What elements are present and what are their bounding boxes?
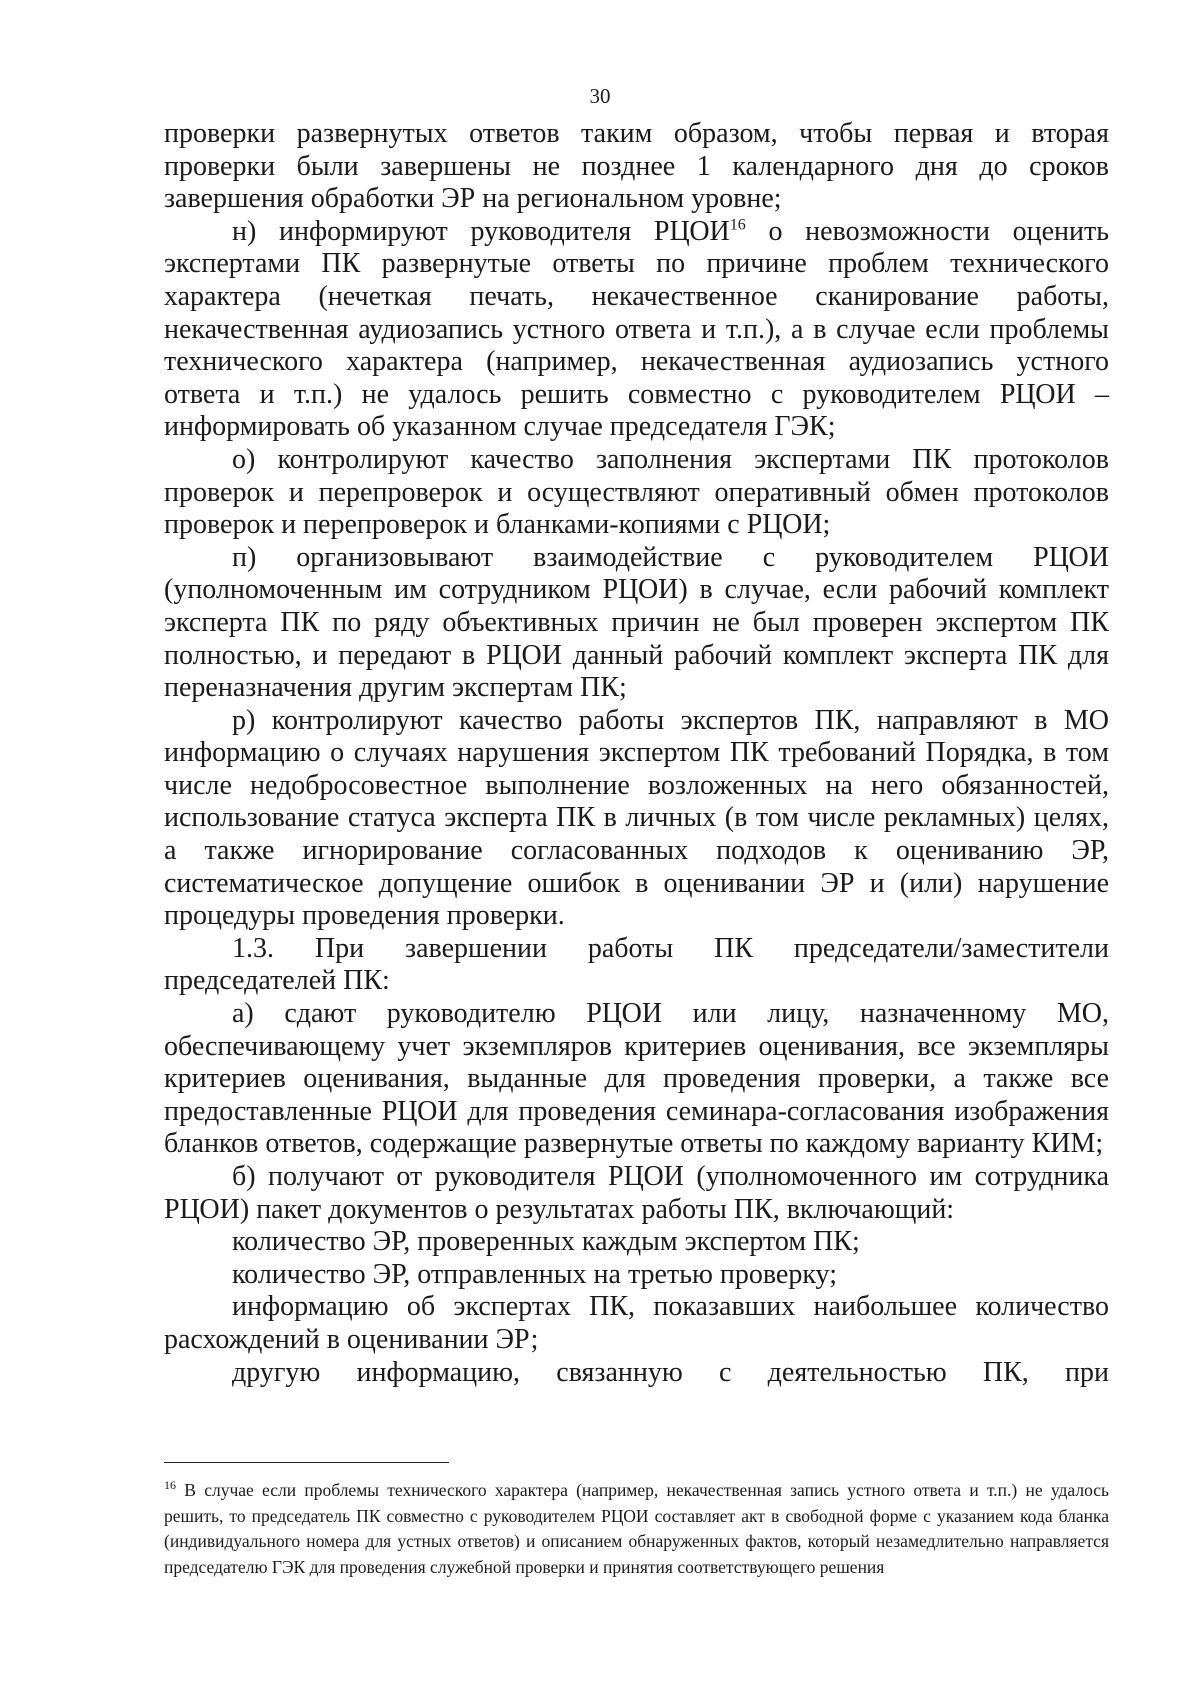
page-number: 30 (589, 84, 611, 108)
footnote (164, 1478, 1109, 1580)
item-n-label: н) (232, 215, 257, 247)
paragraph-item-n (164, 216, 1109, 444)
paragraph-item-b: б) получают от руководителя РЦОИ (уполномоченного им сотрудника РЦОИ) пакет документов о результатах работы ПК, включающий: (164, 1161, 1109, 1225)
paragraph-item-r: р) контролируют качество работы экспертов ПК, направляют в МО информацию о случаях нарушения экспертом ПК требований Порядка, в том числе недобросовестное выполнение возложенных на него обязанностей, использование статуса эксперта ПК в личных (в том числе рекламных) целях, а также игнорирование согласованных подходов к оцениванию ЭР, систематическое допущение ошибок в оценивании ЭР и (или) нарушение процедуры проведения проверки. (164, 704, 1109, 932)
item-n-text-start: информируют руководителя РЦОИ (278, 215, 730, 247)
footnote-number: 16 (164, 1478, 176, 1493)
paragraph-item-a: а) сдают руководителю РЦОИ или лицу, назначенному МО, обеспечивающему учет экземпляров критериев оценивания, все экземпляры критериев оценивания, выданные для проведения проверки, а также все предоставленные РЦОИ для проведения семинара-согласования изображения бланков ответов, содержащие развернутые ответы по каждому варианту КИМ; (164, 998, 1109, 1160)
paragraph-section-1-3: 1.3. При завершении работы ПК председатели/заместители председателей ПК: (164, 932, 1109, 997)
list-line-1: количество ЭР, проверенных каждым экспертом ПК; (232, 1226, 860, 1258)
paragraph-item-o: о) контролируют качество заполнения экспертами ПК протоколов проверок и перепроверок и осуществляют оперативный обмен протоколов проверок и перепроверок и бланками-копиями с РЦОИ; (164, 443, 1109, 541)
list-line-4: другую информацию, связанную с деятельностью ПК, при (232, 1356, 1109, 1388)
list-line-2: количество ЭР, отправленных на третью проверку; (232, 1258, 837, 1290)
document-body (164, 118, 1109, 1389)
paragraph-item-p: п) организовывают взаимодействие с руководителем РЦОИ (уполномоченным им сотрудником РЦОИ) в случае, если рабочий комплект эксперта ПК по ряду объективных причин не был проверен экспертом ПК полностью, и передают в РЦОИ данный рабочий комплект эксперта ПК для переназначения другим экспертам ПК; (164, 541, 1109, 704)
item-n-text-rest: о невозможности оценить экспертами ПК развернутые ответы по причине проблем технического характера (нечеткая печать, некачественное сканирование работы, некачественная аудиозапись устного ответа и т.п.), а в случае если проблемы технического характера (например, некачественная аудиозапись устного ответа и т.п.) не удалось решить совместно с руководителем РЦОИ – информировать об указанном случае председателя ГЭК; (164, 215, 1109, 443)
footnote-reference: 16 (729, 216, 746, 234)
paragraph-continuation: проверки развернутых ответов таким образом, чтобы первая и вторая проверки были завершены не позднее 1 календарного дня до сроков завершения обработки ЭР на региональном уровне; (164, 118, 1109, 215)
footnote-text: В случае если проблемы технического характера (например, некачественная запись устного ответа и т.п.) не удалось решить, то председатель ПК совместно с руководителем РЦОИ составляет акт в свободной форме с указанием кода бланка (индивидуального номера для устных ответов) и описанием обнаруженных фактов, который незамедлительно направляется председателю ГЭК для проведения служебной проверки и принятия соответствующего решения (164, 1480, 1110, 1577)
footnote-divider (164, 1462, 449, 1463)
list-line-3: информацию об экспертах ПК, показавших наибольшее количество расхождений в оценивании ЭР; (164, 1291, 1109, 1355)
